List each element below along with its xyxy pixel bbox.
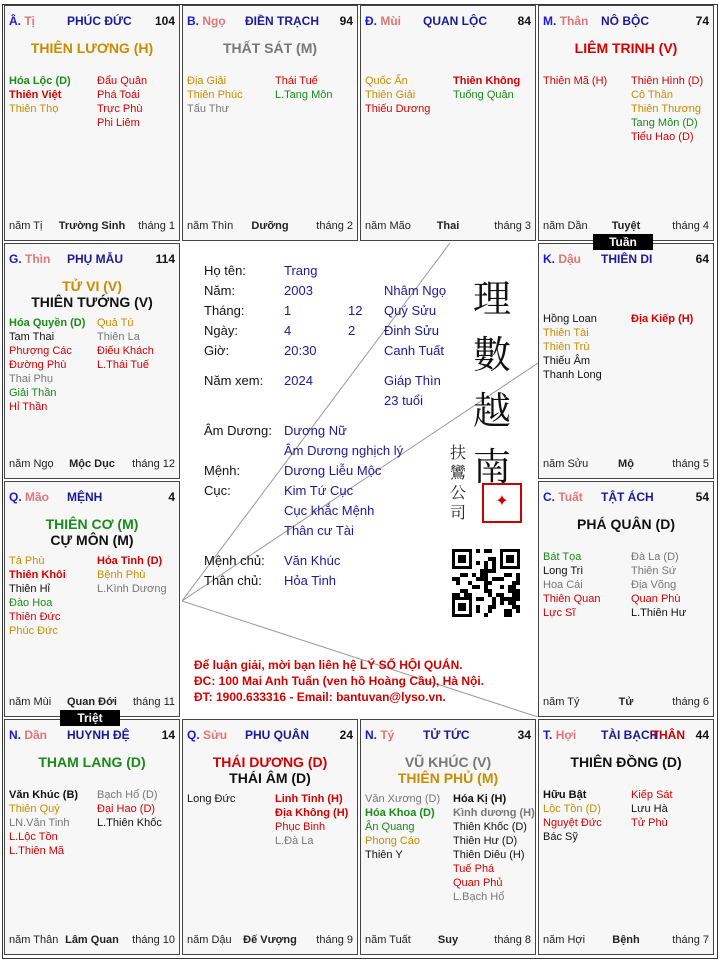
minor-star: Hóa Lộc (D)	[9, 75, 71, 87]
branch-label: Â. Tị	[9, 14, 36, 28]
minor-stars-left	[543, 312, 602, 382]
day-canchi: Đinh Sửu	[384, 323, 439, 338]
palace-header	[543, 728, 709, 742]
minor-star: Phi Liêm	[97, 117, 140, 129]
qr-code-icon[interactable]	[452, 549, 520, 617]
minor-star: Bác Sỹ	[543, 831, 578, 843]
minor-star: Hóa Khoa (D)	[365, 807, 435, 819]
minor-stars-left	[365, 792, 440, 862]
minor-star: Quan Phủ	[453, 877, 503, 889]
minor-star: Phục Binh	[275, 821, 326, 833]
minor-star: Thiên Y	[365, 849, 403, 861]
minor-star: Kiếp Sát	[631, 789, 673, 801]
contact-line-1: Để luận giải, mời bạn liên hệ LÝ SỐ HỘI QUÁN.	[194, 658, 463, 672]
hour-canchi: Canh Tuất	[384, 343, 444, 358]
minor-star: Thiên Phúc	[187, 89, 243, 101]
menh-value: Dương Liễu Mộc	[284, 463, 382, 478]
year-stamp: năm Tị	[9, 220, 43, 232]
main-star: VŨ KHÚC (V)	[404, 754, 492, 770]
minor-star: Phúc Đức	[9, 625, 58, 637]
minor-star: Lộc Tồn (D)	[543, 803, 601, 815]
cuc-relation: Cục khắc Mệnh	[284, 503, 375, 518]
day-lunar: 2	[348, 323, 356, 338]
palace-age: 4	[168, 490, 175, 504]
life-stage: Quan Đới	[67, 696, 117, 708]
minor-star: L.Đà La	[275, 835, 314, 847]
year-label: Năm:	[204, 283, 236, 298]
life-stage: Tuyệt	[611, 220, 641, 232]
month-stamp: tháng 3	[494, 220, 531, 232]
palace-footer	[187, 220, 353, 234]
minor-star: Đà La (D)	[631, 551, 679, 563]
than-palace-tag: THÂN	[651, 728, 685, 742]
month-stamp: tháng 5	[672, 458, 709, 470]
minor-stars-right	[275, 792, 348, 848]
palace-footer	[543, 220, 709, 234]
minor-star: Tuống Quân	[453, 89, 514, 101]
contact-phone-email[interactable]: ĐT: 1900.633316 - Email: bantuvan@lyso.vn.	[194, 690, 446, 704]
palace-ti	[4, 5, 180, 241]
minor-star: Thiên Mã (H)	[543, 75, 608, 87]
hour-value: 20:30	[284, 343, 317, 358]
minor-stars-left	[9, 788, 78, 858]
minor-star: Thiên Khôi	[9, 569, 66, 581]
minor-stars-right	[453, 792, 535, 904]
minor-stars-left	[543, 550, 600, 620]
minor-stars-left	[187, 74, 243, 116]
palace-name: PHU QUÂN	[245, 728, 310, 742]
minor-star: Nguyệt Đức	[543, 817, 602, 829]
minor-star: Tuế Phá	[453, 863, 495, 875]
minor-star: L.Tang Môn	[275, 89, 333, 101]
year-stamp: năm Hợi	[543, 934, 586, 946]
branch-label: N. Dần	[9, 728, 48, 742]
palace-footer	[543, 934, 709, 948]
palace-footer	[365, 934, 531, 948]
palace-name: QUAN LỘC	[423, 14, 487, 28]
minor-star: Văn Xương (D)	[365, 793, 441, 805]
minor-stars-right	[631, 312, 693, 326]
minor-stars-right	[631, 788, 673, 830]
view-year-value: 2024	[284, 373, 313, 388]
minor-stars-right	[97, 788, 162, 830]
minor-star: Địa Không (H)	[275, 807, 349, 819]
branch-label: G. Thìn	[9, 252, 51, 266]
palace-ty	[360, 719, 536, 955]
tuan-marker: Tuần	[593, 234, 653, 250]
minor-stars-right	[631, 550, 686, 620]
palace-mao	[4, 481, 180, 717]
minor-star: Tấu Thư	[187, 103, 230, 115]
palace-hoi	[538, 719, 714, 955]
branch-label: Q. Sửu	[187, 728, 228, 742]
life-stage: Tử	[618, 696, 634, 708]
minor-stars-right	[97, 74, 147, 130]
minor-star: Phong Cáo	[365, 835, 421, 847]
triet-marker: Triệt	[60, 710, 120, 726]
view-year-label: Năm xem:	[204, 373, 264, 388]
palace-header	[9, 490, 175, 504]
palace-ngo	[182, 5, 358, 241]
minor-star: Tả Phù	[9, 555, 45, 567]
minor-star: L.Thiên Khốc	[97, 817, 162, 829]
day-solar: 4	[284, 323, 292, 338]
month-stamp: tháng 2	[316, 220, 353, 232]
month-stamp: tháng 11	[132, 696, 175, 708]
palace-footer	[365, 220, 531, 234]
year-stamp: năm Dậu	[187, 934, 232, 946]
year-stamp: năm Mão	[365, 220, 411, 232]
palace-name: TỬ TỨC	[423, 728, 470, 742]
red-seal-stamp: ✦	[482, 483, 522, 523]
minor-star: Kình dương (H)	[453, 807, 535, 819]
year-stamp: năm Tý	[543, 696, 580, 708]
minor-stars-right	[97, 316, 154, 372]
month-stamp: tháng 9	[316, 934, 353, 946]
minor-stars-left	[365, 74, 430, 116]
minor-star: Trực Phù	[97, 103, 143, 115]
palace-suu	[182, 719, 358, 955]
view-year-canchi: Giáp Thìn	[384, 373, 441, 388]
life-stage: Đế Vượng	[243, 934, 297, 946]
branch-label: N. Tý	[365, 728, 395, 742]
palace-footer	[9, 458, 175, 472]
cuc-label: Cục:	[204, 483, 231, 498]
minor-stars-right	[631, 74, 703, 144]
minor-stars-right	[275, 74, 332, 102]
life-stage: Lâm Quan	[65, 934, 119, 946]
minor-star: Bạch Hổ (D)	[97, 789, 158, 801]
minor-star: L.Kình Dương	[97, 583, 167, 595]
minor-star: Phượng Các	[9, 345, 72, 357]
palace-name: TẬT ÁCH	[601, 490, 654, 504]
month-stamp: tháng 1	[138, 220, 175, 232]
month-stamp: tháng 10	[132, 934, 175, 946]
minor-star: Thanh Long	[543, 369, 602, 381]
name-label: Họ tên:	[204, 263, 246, 278]
minor-star: Hữu Bật	[543, 789, 587, 801]
month-stamp: tháng 12	[132, 458, 175, 470]
minor-star: Quốc Ấn	[365, 75, 408, 87]
minor-star: Quả Tú	[97, 317, 134, 329]
palace-footer	[9, 934, 175, 948]
minor-star: Thiên Quan	[543, 593, 601, 605]
minor-star: Thiên Đức	[9, 611, 61, 623]
palace-tuat	[538, 481, 714, 717]
minor-star: L.Thiên Mã	[9, 845, 65, 857]
year-stamp: năm Tuất	[365, 934, 411, 946]
palace-name: HUYNH ĐỆ	[67, 728, 130, 742]
main-star: THAM LANG (D)	[38, 754, 146, 770]
palace-header	[9, 252, 175, 266]
palace-age: 114	[155, 252, 175, 266]
center-info-panel	[182, 243, 538, 717]
palace-footer	[187, 934, 353, 948]
life-stage: Mộc Dục	[69, 458, 115, 470]
palace-age: 24	[339, 728, 353, 742]
thanchu-label: Thân chủ:	[204, 573, 262, 588]
name-value: Trang	[284, 263, 318, 278]
main-star: THIÊN LƯƠNG (H)	[30, 40, 154, 56]
minor-star: L.Lộc Tồn	[9, 831, 58, 843]
day-label: Ngày:	[204, 323, 238, 338]
than-position: Thân cư Tài	[284, 523, 354, 538]
minor-star: Thiên Tài	[543, 327, 589, 339]
month-solar: 1	[284, 303, 292, 318]
month-label: Tháng:	[204, 303, 245, 318]
minor-star: Thiếu Âm	[543, 355, 591, 367]
palace-name: NÔ BỘC	[601, 14, 649, 28]
calligraphy-seal-text: 扶 鸞 公 司	[450, 443, 467, 522]
minor-star: Thiên Quý	[9, 803, 60, 815]
main-star: TỬ VI (V)	[62, 278, 122, 294]
minor-stars-left	[187, 792, 235, 806]
palace-name: ĐIỀN TRẠCH	[245, 14, 319, 28]
main-star: THÁI DƯƠNG (D)	[212, 754, 328, 770]
calligraphy-logo: 理 數 越 南	[472, 277, 511, 489]
life-stage: Mộ	[618, 458, 634, 470]
life-stage: Suy	[437, 934, 459, 946]
minor-star: Tiểu Hao (D)	[631, 131, 694, 143]
minor-star: L.Thái Tuế	[97, 359, 149, 371]
minor-star: Long Đức	[187, 793, 236, 805]
life-stage: Dưỡng	[251, 220, 289, 232]
minor-star: Tam Thai	[9, 331, 55, 343]
minor-star: Quan Phù	[631, 593, 681, 605]
minor-star: Thiên Giải	[365, 89, 416, 101]
palace-name: THIÊN DI	[601, 252, 653, 266]
minor-star: Điếu Khách	[97, 345, 154, 357]
minor-star: Thái Tuế	[275, 75, 318, 87]
main-star: THÁI ÂM (D)	[229, 770, 311, 786]
minor-star: Lưu Hà	[631, 803, 668, 815]
amduong-note: Âm Dương nghịch lý	[284, 443, 404, 458]
branch-label: B. Ngọ	[187, 14, 226, 28]
minor-star: Đẩu Quân	[97, 75, 148, 87]
month-stamp: tháng 4	[672, 220, 709, 232]
palace-thin	[4, 243, 180, 479]
minor-star: Thai Phụ	[9, 373, 54, 385]
palace-age: 34	[517, 728, 531, 742]
palace-header	[187, 728, 353, 742]
palace-age: 74	[695, 14, 709, 28]
minor-star: L.Thiên Hư	[631, 607, 687, 619]
palace-header	[187, 14, 353, 28]
branch-label: Đ. Mùi	[365, 14, 402, 28]
palace-header	[543, 252, 709, 266]
minor-stars-left	[9, 316, 85, 414]
minor-star: Thiên Thọ	[9, 103, 59, 115]
minor-star: Hỉ Thần	[9, 401, 48, 413]
main-star: LIÊM TRINH (V)	[574, 40, 678, 56]
palace-dan	[4, 719, 180, 955]
palace-age: 64	[695, 252, 709, 266]
life-stage: Bệnh	[612, 934, 640, 946]
minor-star: Linh Tinh (H)	[275, 793, 343, 805]
palace-age: 44	[695, 728, 709, 742]
menhchu-label: Mệnh chủ:	[204, 553, 265, 568]
month-canchi: Quý Sửu	[384, 303, 437, 318]
minor-star: Đào Hoa	[9, 597, 53, 609]
branch-label: K. Dậu	[543, 252, 582, 266]
palace-name: PHỤ MẪU	[67, 252, 123, 266]
palace-header	[9, 728, 175, 742]
minor-star: Tử Phù	[631, 817, 668, 829]
palace-footer	[543, 696, 709, 710]
minor-star: Hóa Quyền (D)	[9, 317, 86, 329]
palace-name: TÀI BẠCH	[601, 728, 659, 742]
minor-star: Đường Phù	[9, 359, 67, 371]
main-star: THIÊN TƯỚNG (V)	[31, 294, 153, 310]
minor-star: Hoa Cái	[543, 579, 583, 591]
minor-star: Thiên Thương	[631, 103, 702, 115]
minor-star: Địa Kiếp (H)	[631, 313, 694, 325]
branch-label: Q. Mão	[9, 490, 50, 504]
minor-stars-right	[453, 74, 520, 102]
year-stamp: năm Thìn	[187, 220, 234, 232]
month-stamp: tháng 8	[494, 934, 531, 946]
palace-name: PHÚC ĐỨC	[67, 14, 132, 28]
minor-star: Bệnh Phù	[97, 569, 146, 581]
palace-footer	[9, 696, 175, 710]
minor-stars-left	[9, 554, 66, 638]
minor-star: Thiên Khốc (D)	[453, 821, 527, 833]
minor-star: Đại Hao (D)	[97, 803, 156, 815]
minor-star: Địa Giải	[187, 75, 227, 87]
minor-star: Ân Quang	[365, 821, 415, 833]
palace-header	[365, 728, 531, 742]
year-stamp: năm Dần	[543, 220, 588, 232]
minor-stars-left	[543, 788, 602, 844]
main-star: THIÊN PHỦ (M)	[397, 770, 499, 786]
palace-header	[543, 490, 709, 504]
minor-star: Thiên Việt	[9, 89, 62, 101]
minor-star: Thiếu Dương	[365, 103, 431, 115]
year-stamp: năm Mùi	[9, 696, 52, 708]
minor-star: Hỏa Tinh (D)	[97, 555, 163, 567]
palace-mui	[360, 5, 536, 241]
minor-star: Thiên Không	[453, 75, 521, 87]
palace-footer	[9, 220, 175, 234]
palace-header	[543, 14, 709, 28]
minor-star: Tang Môn (D)	[631, 117, 698, 129]
amduong-value: Dương Nữ	[284, 423, 347, 438]
main-star: THIÊN CƠ (M)	[45, 516, 139, 532]
contact-address: ĐC: 100 Mai Anh Tuấn (ven hồ Hoàng Cầu), Hà Nội.	[194, 674, 485, 688]
year-stamp: năm Sửu	[543, 458, 589, 470]
minor-star: Thiên Sứ	[631, 565, 677, 577]
minor-star: Thiên Hình (D)	[631, 75, 704, 87]
amduong-label: Âm Dương:	[204, 423, 272, 438]
minor-stars-left	[9, 74, 71, 116]
minor-star: LN.Văn Tinh	[9, 817, 70, 829]
menh-label: Mệnh:	[204, 463, 241, 478]
minor-star: Văn Khúc (B)	[9, 789, 79, 801]
year-stamp: năm Thân	[9, 934, 59, 946]
minor-star: Phá Toái	[97, 89, 140, 101]
palace-dau	[538, 243, 714, 479]
hour-label: Giờ:	[204, 343, 230, 358]
cuc-value: Kim Tứ Cục	[284, 483, 354, 498]
minor-star: Lực Sĩ	[543, 607, 576, 619]
palace-age: 14	[161, 728, 175, 742]
minor-star: Thiên Trù	[543, 341, 590, 353]
palace-than	[538, 5, 714, 241]
minor-stars-right	[97, 554, 167, 596]
branch-label: C. Tuất	[543, 490, 583, 504]
branch-label: M. Thân	[543, 14, 589, 28]
main-star: THIÊN ĐỒNG (D)	[570, 754, 682, 770]
month-lunar: 12	[348, 303, 363, 318]
main-star: THẤT SÁT (M)	[222, 40, 318, 56]
minor-star: Cô Thần	[631, 89, 673, 101]
palace-age: 54	[695, 490, 709, 504]
year-canchi: Nhâm Ngọ	[384, 283, 447, 298]
year-value: 2003	[284, 283, 313, 298]
minor-star: Địa Võng	[631, 579, 677, 591]
year-stamp: năm Ngọ	[9, 458, 54, 470]
minor-star: Thiên La	[97, 331, 140, 343]
palace-age: 104	[154, 14, 175, 28]
minor-stars-left	[543, 74, 607, 88]
month-stamp: tháng 6	[672, 696, 709, 708]
minor-star: Bát Tọa	[543, 551, 582, 563]
palace-header	[365, 14, 531, 28]
palace-name: MỆNH	[67, 490, 103, 504]
month-stamp: tháng 7	[672, 934, 709, 946]
palace-age: 84	[517, 14, 531, 28]
palace-age: 94	[339, 14, 353, 28]
minor-star: Hóa Kị (H)	[453, 793, 507, 805]
menhchu-value: Văn Khúc	[284, 553, 341, 568]
palace-footer	[543, 458, 709, 472]
main-star: PHÁ QUÂN (D)	[577, 516, 675, 532]
thanchu-value: Hỏa Tinh	[284, 573, 337, 588]
main-star: CỰ MÔN (M)	[50, 532, 134, 548]
minor-star: Long Trì	[543, 565, 584, 577]
minor-star: Thiên Hỉ	[9, 583, 50, 595]
minor-star: Hồng Loan	[543, 313, 597, 325]
minor-star: Thiên Diêu (H)	[453, 849, 525, 861]
life-stage: Thai	[436, 220, 460, 232]
age-text: 23 tuổi	[384, 393, 424, 408]
palace-header	[9, 14, 175, 28]
minor-star: Giải Thần	[9, 387, 57, 399]
life-stage: Trường Sinh	[58, 220, 126, 232]
minor-star: L.Bạch Hổ	[453, 891, 505, 903]
minor-star: Thiên Hư (D)	[453, 835, 518, 847]
branch-label: T. Hợi	[543, 728, 577, 742]
